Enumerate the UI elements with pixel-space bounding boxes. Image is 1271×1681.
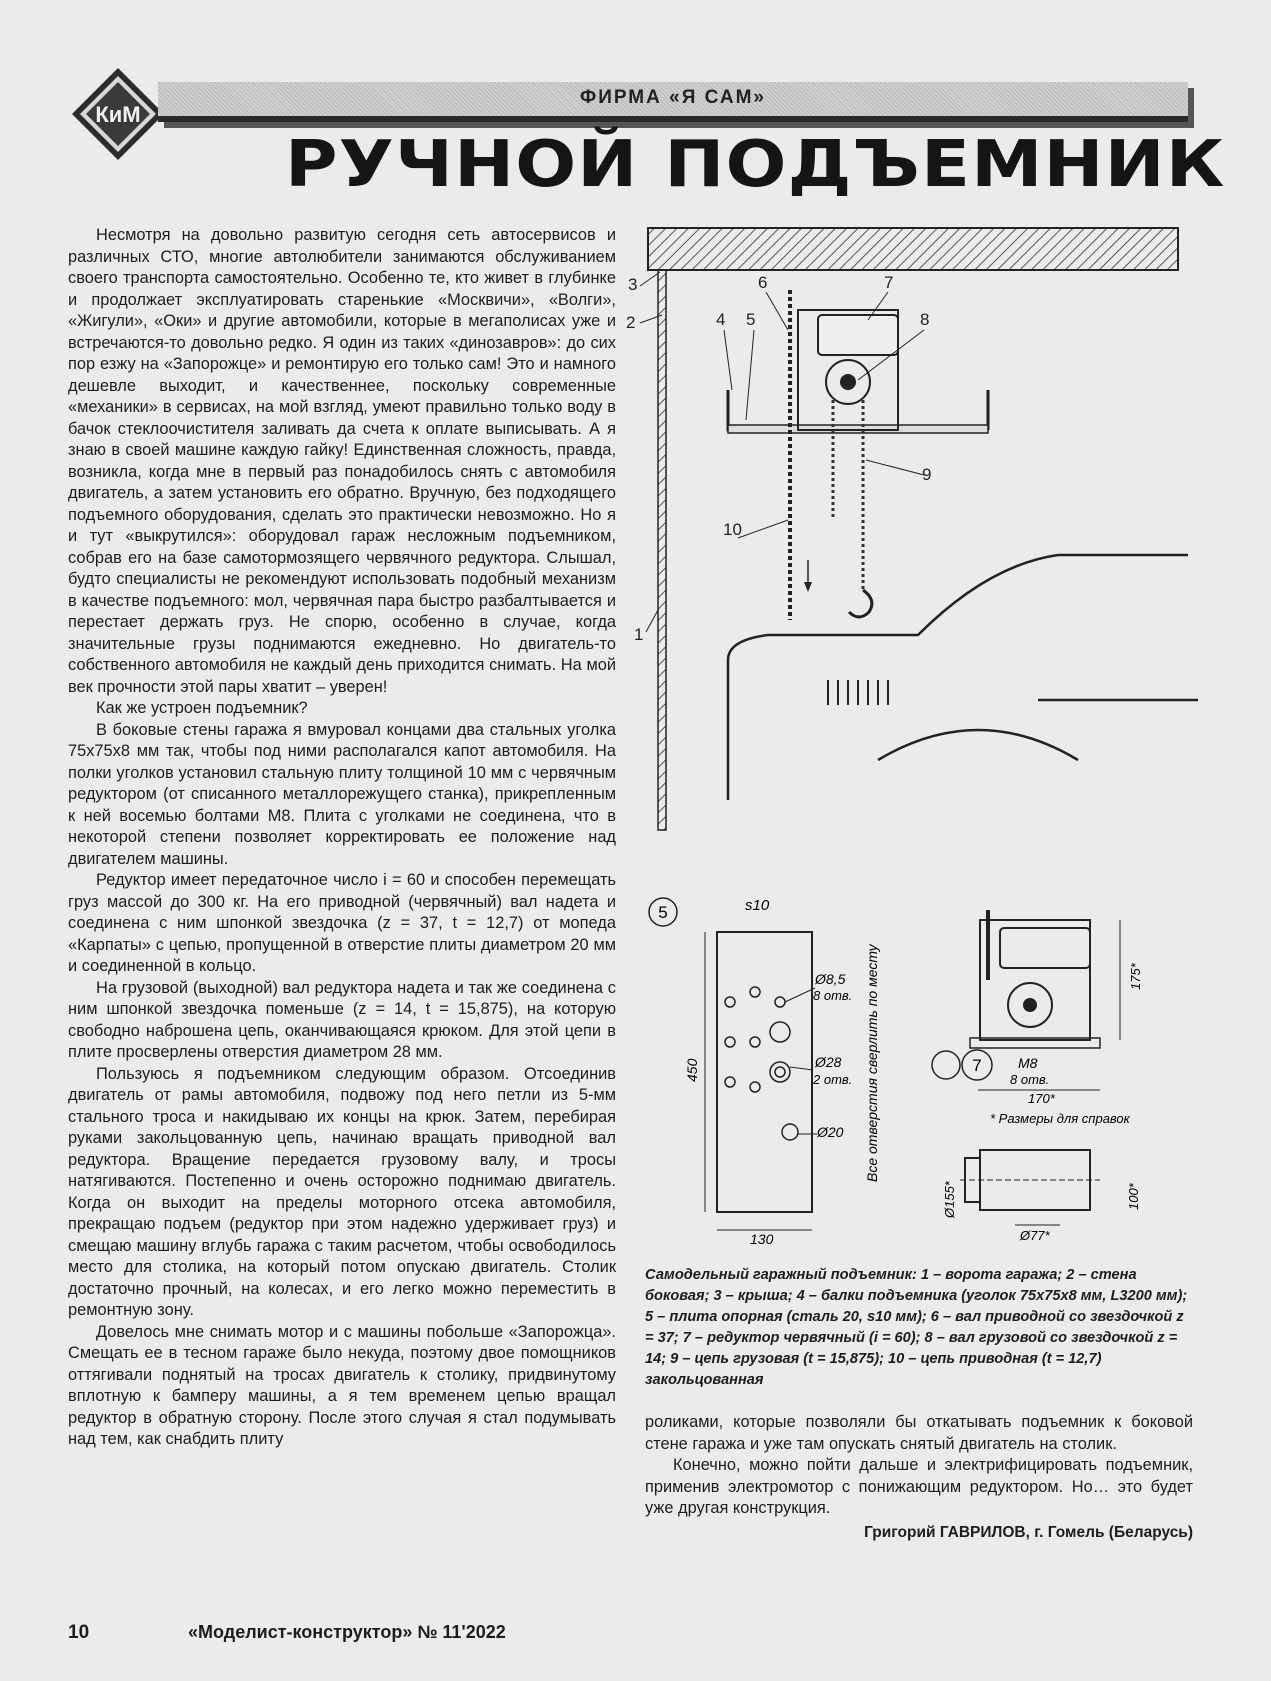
reducer-height: 175*: [1128, 963, 1143, 990]
plate-height: 450: [684, 1058, 700, 1082]
section-header: [158, 82, 1188, 122]
reducer-note: * Размеры для справок: [990, 1111, 1130, 1126]
logo-text: КиМ: [95, 102, 141, 127]
magazine-logo: [70, 66, 166, 162]
figure-caption: Самодельный гаражный подъемник: 1 – ворота гаража; 2 – стена боковая; 3 – крыша; 4 – балки подъемника (уголок 75х75х8 мм, L3200 мм); 5 – плита опорная (сталь 20, s10 мм); 6 – вал приводной со звездочкой z = 37; 7 – редуктор червячный (i = 60); 8 – вал грузовой со звездочкой z = 14; 9 – цепь грузовая (t = 15,875); 10 – цепь приводная (t = 12,7) закольцованная: [645, 1267, 1188, 1388]
label-4: 4: [716, 310, 726, 329]
label-9: 9: [922, 465, 932, 484]
label-3: 3: [628, 275, 638, 294]
plate-thickness: s10: [745, 897, 770, 914]
reducer-circle-number: 7: [972, 1056, 982, 1075]
main-lift-drawing: [628, 220, 1198, 840]
label-2: 2: [626, 313, 636, 332]
magazine-name: «Моделист-конструктор» № 11'2022: [188, 1622, 506, 1642]
reducer-depth: 100*: [1126, 1183, 1141, 1210]
hole-big-dia: Ø28: [815, 1054, 842, 1070]
label-6: 6: [758, 273, 768, 292]
section-title: ФИРМА «Я САМ»: [580, 87, 766, 108]
paragraph: Конечно, можно пойти дальше и электрифицировать подъемник, применив электромотор с понижающим редуктором. Но… это будет уже другая конструкция.: [645, 1456, 1193, 1517]
author-signature: Григорий ГАВРИЛОВ, г. Гомель (Беларусь): [864, 1523, 1193, 1541]
paragraph: Как же устроен подъемник?: [96, 699, 308, 717]
drill-note: Все отверстия сверлить по месту: [864, 944, 880, 1182]
hole-small-dia: Ø8,5: [815, 971, 846, 987]
page-number: 10: [68, 1622, 90, 1643]
label-5: 5: [746, 310, 756, 329]
plate-drawing: [645, 892, 920, 1247]
article-column-right: [645, 1412, 1193, 1543]
paragraph: На грузовой (выходной) вал редуктора надета и так же соединена с ним шпонкой звездочка поменьше (z = 14, t = 15,875), на которую свободно наброшена цепь, оканчивающаяся крюком. Для этой цепи в плите просверлены отверстия диаметром 28 мм.: [68, 978, 616, 1061]
plate-width: 130: [750, 1231, 774, 1247]
paragraph: Довелось мне снимать мотор и с машины побольше «Запорожца». Смещать ее в тесном гараже было некуда, поэтому двое помощников оттягивали поднятый на тросах двигатель к столику, придвинутому вплотную к бамперу машины, а я тем временем цепью вращал редуктор в обратную сторону. После этого случая я стал подумывать над тем, как снабдить плиту: [68, 1322, 616, 1448]
reducer-width: 170*: [1028, 1091, 1055, 1106]
label-1: 1: [634, 625, 644, 644]
article-column-left: [68, 225, 616, 1451]
article-title: РУЧНОЙ ПОДЪЕМНИК: [285, 128, 1226, 202]
reducer-circle-label: [960, 1048, 994, 1082]
paragraph: В боковые стены гаража я вмуровал концами два стальных уголка 75х75х8 мм так, чтобы под ними располагался капот автомобиля. На полки уголков установил стальную плиту толщиной 10 мм с червячным редуктором (от списанного металлорежущего станка), прикрепленным к ней восемью болтами М8. Плита с уголками не соединена, что в некоторой степени позволяет корректировать ее положение над двигателем машины.: [68, 720, 616, 868]
label-7: 7: [884, 273, 894, 292]
label-8: 8: [920, 310, 930, 329]
paragraph: Несмотря на довольно развитую сегодня сеть автосервисов и различных СТО, многие автолюбители занимаются обслуживанием своего транспорта самостоятельно. Особенно те, кто живет в глубинке и продолжает эксплуатировать старенькие «Москвичи», «Волги», «Жигули», «Оки» и другие автомобили, которые в мегаполисах уже и встречаются-то довольно редко. Я один из таких «динозавров»: до сих пор езжу на «Запорожце» и ремонтирую его только сам! Это и намного дешевле выходит, и качественнее, поскольку современные «механики» в сервисах, на мой взгляд, умеют правильно только воду в бачок стеклоочистителя заливать да счета к оплате выписывать. А я знаю в своей машине каждую гайку! Единственная сложность, правда, возникла, когда мне в первый раз понадобилось снять с автомобиля двигатель, а затем установить его обратно. Вручную, без подходящего подъемного оборудования, сделать это практически невозможно. Но я и тут «выкрутился»: оборудовал гараж несложным подъемником, собрав его на базе самотормозящего червячного редуктора. Слышал, будто специалисты не рекомендуют использовать подобный механизм в качестве подъемного: мол, червячная пара быстро разбалтывается и перестает держать груз. Не спорю, особенно в случае, когда значительные грузы поднимаются ежедневно. Но двигатель-то собственного автомобиля не каждый день приходится снимать. На мой век прочности этой пары хватит – уверен!: [68, 226, 616, 696]
reducer-shaft: Ø77*: [1020, 1228, 1050, 1243]
hole-big-count: 2 отв.: [813, 1072, 853, 1087]
reducer-bolt: M8: [1018, 1055, 1038, 1071]
label-10: 10: [723, 520, 742, 539]
paragraph: роликами, которые позволяли бы откатывать подъемник к боковой стене гаража и уже там опускать снятый двигатель на столик.: [645, 1413, 1193, 1453]
plate-circle-label: 5: [658, 903, 668, 922]
hole-chain-dia: Ø20: [817, 1124, 844, 1140]
paragraph: Редуктор имеет передаточное число i = 60 и способен перемещать груз массой до 300 кг. На его приводной (червячный) вал надета и соединена с ним шпонкой звездочка (z = 37, t = 12,7) от мопеда «Карпаты» с цепью, пропущенной в отверстие плиты диаметром 20 мм и соединенной в кольцо.: [68, 871, 616, 975]
hole-small-count: 8 отв.: [813, 988, 853, 1003]
reducer-bolt-count: 8 отв.: [1010, 1072, 1050, 1087]
paragraph: Пользуюсь я подъемником следующим образом. Отсоединив двигатель от рамы автомобиля, подвожу под него петли из 5-мм стального троса и накидываю их концы на крюк. Затем, перебирая руками закольцованную цепь, начинаю вращать приводной вал редуктора. Вращение передается грузовому валу, и тросы натягиваются. Постепенно и очень осторожно поднимаю двигатель. Когда он выходит на пределы моторного отсека автомобиля, прекращаю подъем (редуктор при этом надежно удерживает груз) и смещаю машину вглубь гаража с таким расчетом, чтобы освободилось место для столика, на который потом опускаю двигатель. Столик достаточно прочный, на колесах, и его легко можно переместить в ремонтную зону.: [68, 1064, 616, 1319]
reducer-diameter: Ø155*: [942, 1181, 957, 1218]
